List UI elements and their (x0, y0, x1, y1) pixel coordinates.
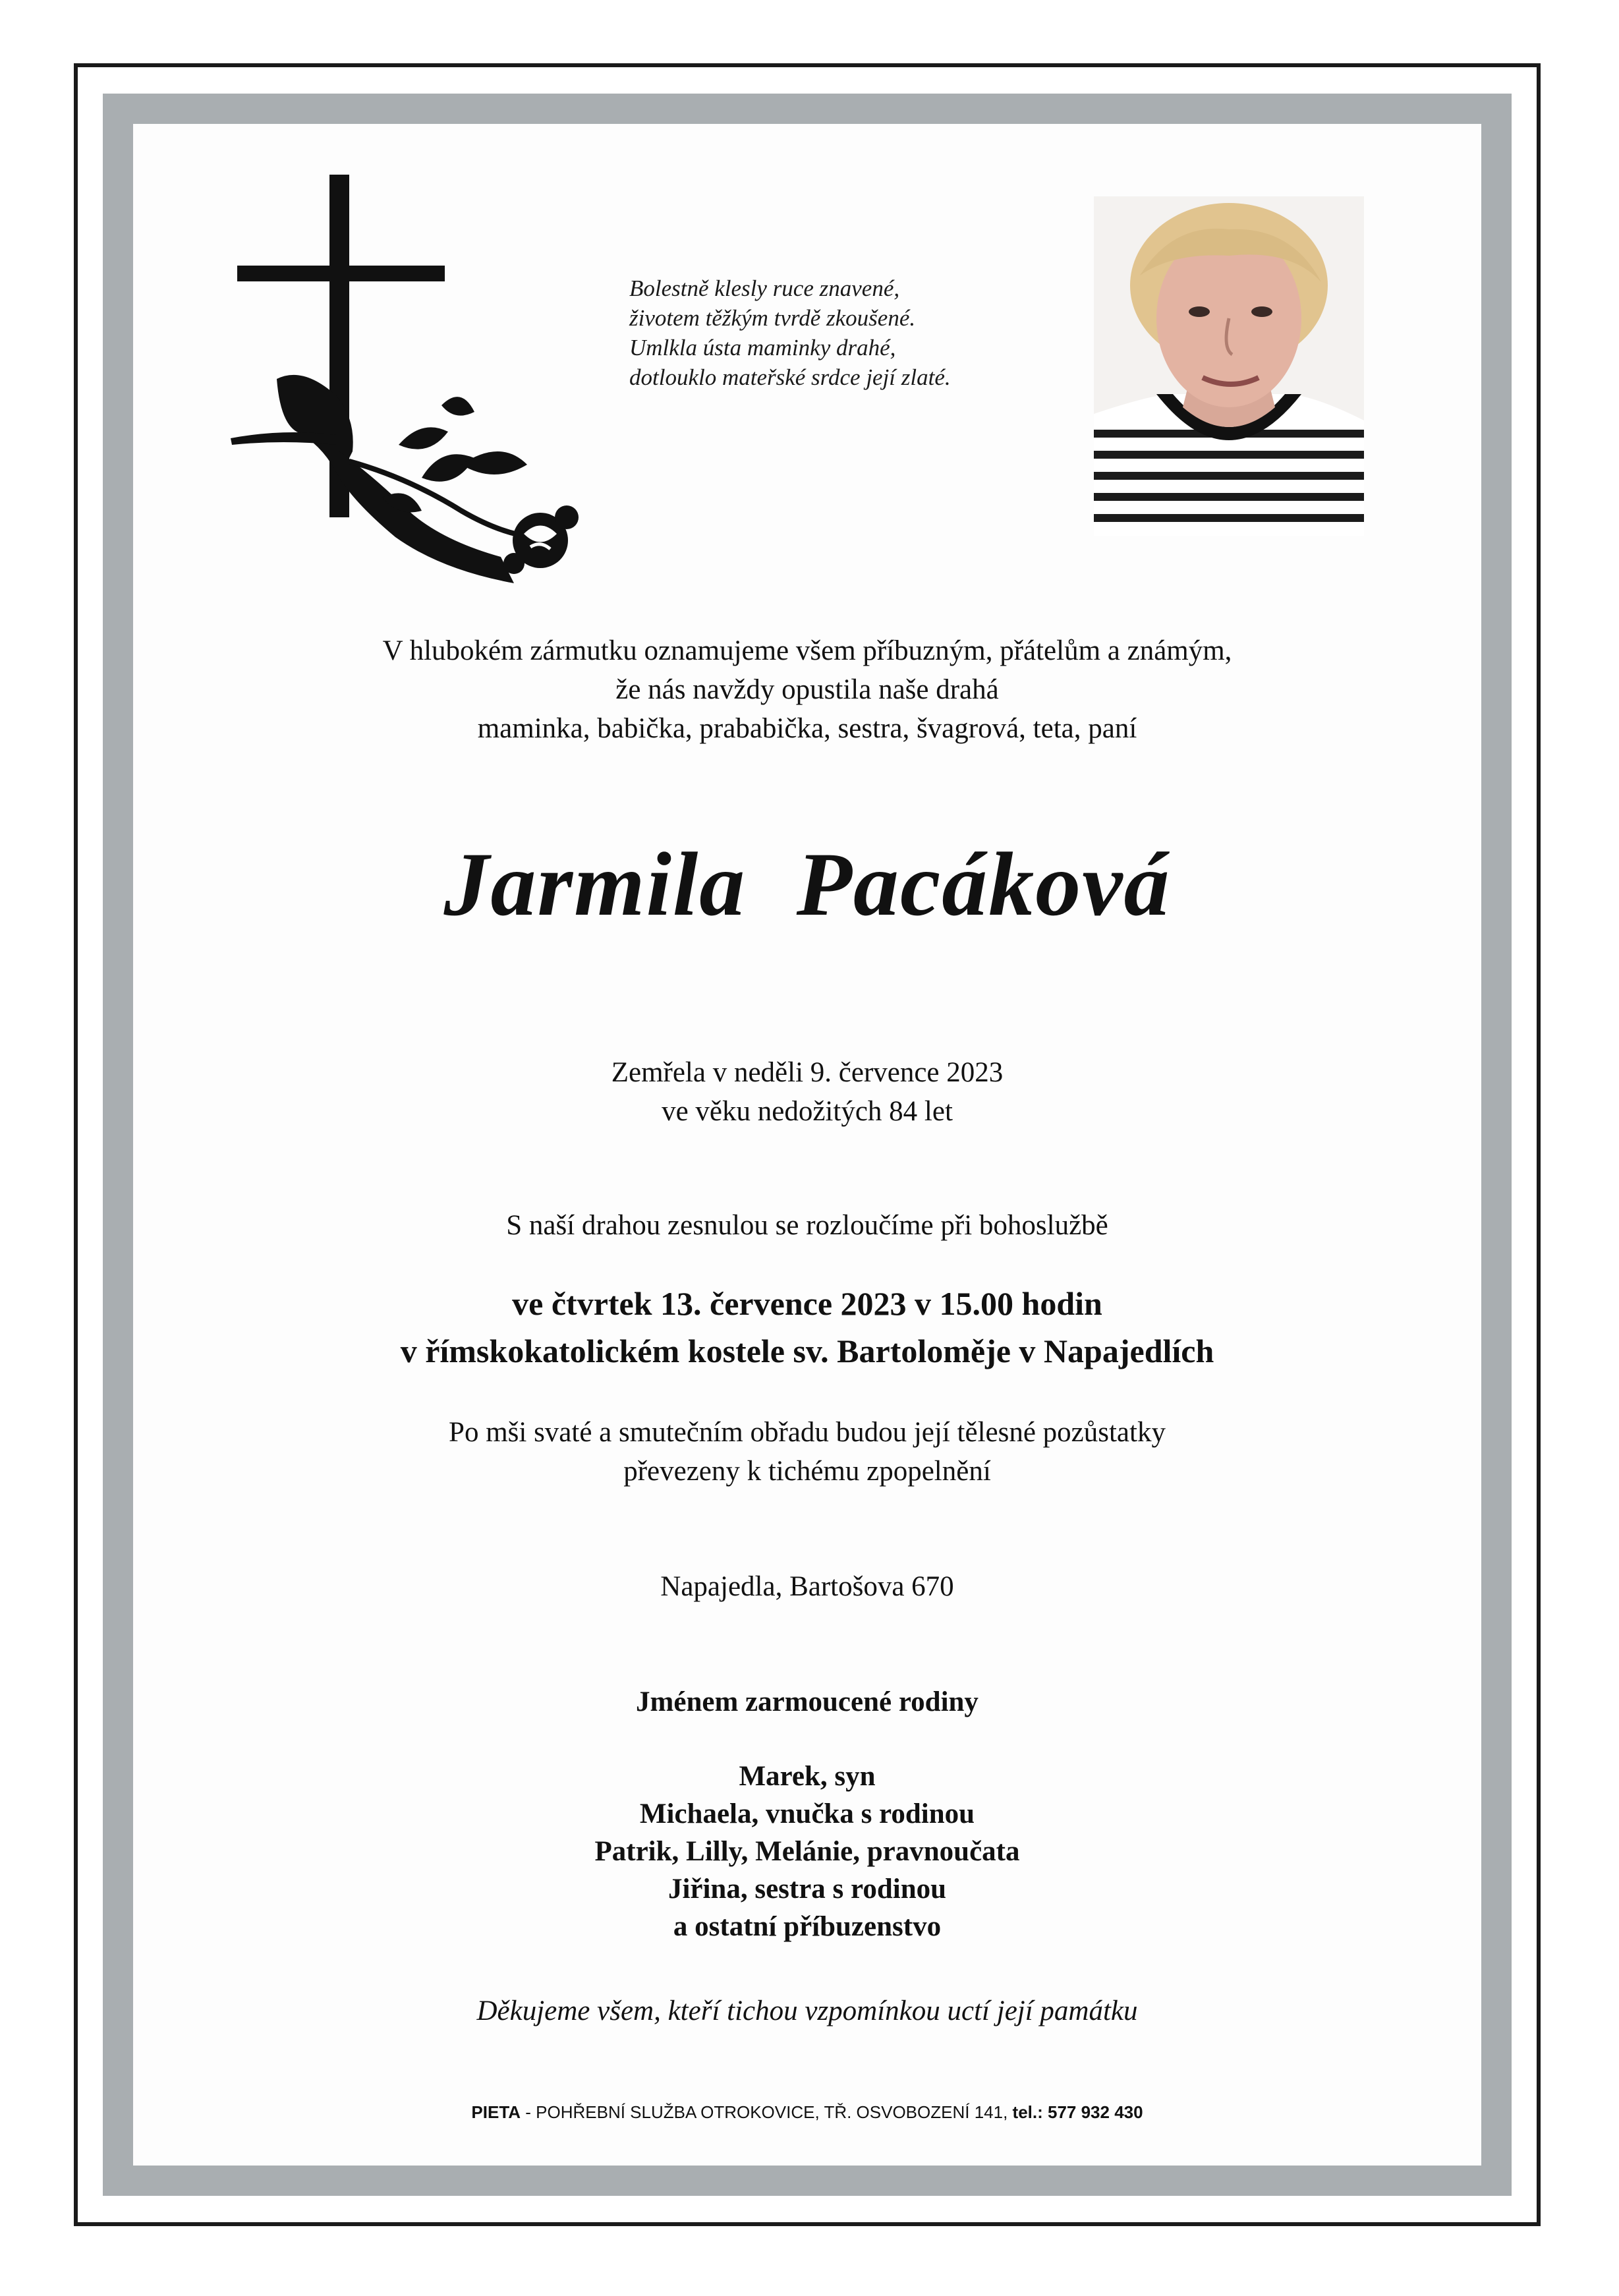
death-details (133, 1053, 1481, 1131)
footer-text: - POHŘEBNÍ SLUŽBA OTROKOVICE, TŘ. OSVOBOZENÍ 141, (521, 2102, 1013, 2122)
footer-tel-number: 577 932 430 (1042, 2102, 1143, 2122)
announcement-line: V hlubokém zármutku oznamujeme všem příbuzným, přátelům a známým, (382, 635, 1232, 666)
mourner-item: Jiřina, sestra s rodinou (667, 1874, 947, 1905)
portrait-photo (1094, 196, 1364, 536)
mourner-item: Marek, syn (739, 1761, 876, 1792)
farewell-intro: S naší drahou zesnulou se rozloučíme při bohoslužbě (506, 1210, 1108, 1241)
remains-line: převezeny k tichému zpopelnění (623, 1456, 991, 1487)
family-address: Napajedla, Bartošova 670 (660, 1571, 954, 1602)
mourners-list (133, 1758, 1481, 1945)
poem-line: Umlkla ústa maminky drahé, (629, 335, 896, 360)
family-heading: Jménem zarmoucené rodiny (636, 1686, 979, 1717)
announcement-line: maminka, babička, prababička, sestra, švagrová, teta, paní (477, 713, 1137, 744)
ceremony-date-time: ve čtvrtek 13. července 2023 v 15.00 hodin (512, 1285, 1102, 1322)
death-date: Zemřela v neděli 9. července 2023 (611, 1057, 1004, 1088)
poem-line: dotlouklo mateřské srdce její zlaté. (629, 364, 951, 390)
mourner-item: Michaela, vnučka s rodinou (639, 1798, 975, 1829)
mourner-item: a ostatní příbuzenstvo (673, 1911, 942, 1942)
ceremony-details (133, 1280, 1481, 1375)
poem-line: životem těžkým tvrdě zkoušené. (629, 305, 916, 331)
remains-line: Po mši svaté a smutečním obřadu budou její tělesné pozůstatky (449, 1417, 1166, 1448)
announcement-text (133, 631, 1481, 748)
ceremony-location: v římskokatolickém kostele sv. Bartoloměje v Napajedlích (400, 1333, 1214, 1369)
memorial-poem (629, 273, 1104, 392)
mourner-item: Patrik, Lilly, Melánie, pravnoučata (594, 1836, 1020, 1867)
death-age: ve věku nedožitých 84 let (662, 1096, 953, 1127)
thanks-line: Děkujeme všem, kteří tichou vzpomínkou uctí její památku (476, 1995, 1138, 2026)
announcement-line: že nás navždy opustila naše drahá (615, 674, 999, 705)
funeral-service-footer (133, 2101, 1481, 2123)
footer-company: PIETA (471, 2102, 521, 2122)
footer-tel-label: tel.: (1012, 2102, 1043, 2122)
poem-line: Bolestně klesly ruce znavené, (629, 275, 900, 301)
remains-note (133, 1413, 1481, 1491)
cross-with-rose-icon (224, 168, 606, 590)
deceased-name: Jarmila Pacáková (443, 834, 1171, 934)
